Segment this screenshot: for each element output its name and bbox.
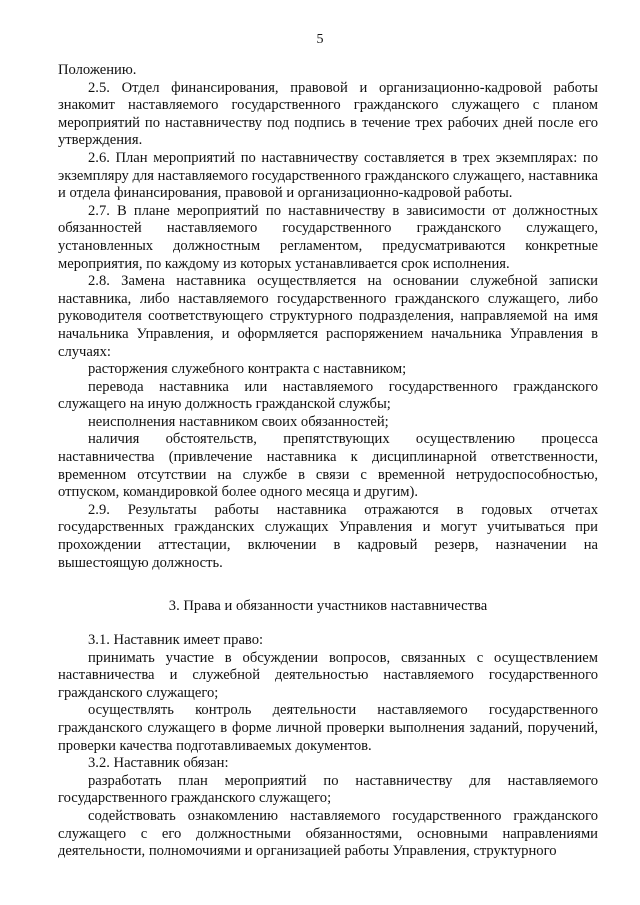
paragraph: 2.6. План мероприятий по наставничеству составляется в трех экземплярах: по экземпляру для наставляемого государственного гражданского служащего, наставника и отдела финансирования, правовой и организационно-кадровой работы. [58, 149, 598, 202]
list-item: принимать участие в обсуждении вопросов, связанных с осуществлением наставничества и служебной деятельностью наставляемого государственного гражданского служащего; [58, 649, 598, 701]
paragraph: 3.2. Наставник обязан: [88, 755, 229, 772]
list-item: расторжения служебного контракта с наставником; [88, 361, 407, 378]
paragraph: 3.1. Наставник имеет право: [88, 632, 264, 648]
list-item: содействовать ознакомлению наставляемого государственного гражданского служащего с его должностными обязанностями, основными направлениями деятельности, полномочиями и организацией работы Управления, структурного [58, 807, 598, 860]
text-block-bottom [58, 632, 598, 861]
paragraph: 2.5. Отдел финансирования, правовой и организационно-кадровой работы знакомит наставляемого государственного гражданского служащего с планом мероприятий по наставничеству под подпись в течение трех рабочих дней после его утверждения. [58, 79, 598, 149]
paragraph: 2.9. Результаты работы наставника отражаются в годовых отчетах государственных гражданских служащих Управления и могут учитываться при прохождении аттестации, включении в кадровый резерв, назначении на вышестоящую должность. [58, 501, 598, 571]
section-heading-block [58, 598, 598, 616]
page-number: 5 [316, 32, 324, 47]
list-item: наличия обстоятельств, препятствующих осуществлению процесса наставничества (привлечение наставника к дисциплинарной ответственности, временном отсутствии на службе в связи с временной нетрудоспособностью, отпуском, командировкой более одного месяца и другим). [58, 431, 598, 501]
text-block-top [58, 62, 598, 572]
paragraph: 2.8. Замена наставника осуществляется на основании служебной записки наставника, либо наставляемого государственного гражданского служащего, либо руководителя соответствующего структурного подразделения, направляемой на имя начальника Управления, и оформляется распоряжением начальника Управления в случаях: [58, 273, 598, 360]
list-item: неисполнения наставником своих обязанностей; [88, 413, 389, 430]
section-heading: 3. Права и обязанности участников наставничества [168, 598, 488, 614]
paragraph: Положению. [58, 62, 137, 78]
list-item: разработать план мероприятий по наставничеству для наставляемого государственного гражданского служащего; [58, 772, 598, 807]
paragraph: 2.7. В плане мероприятий по наставничеству в зависимости от должностных обязанностей наставляемого государственного гражданского служащего, установленных должностным регламентом, предусматриваются конкретные мероприятия, по каждому из которых устанавливается срок исполнения. [58, 202, 598, 272]
list-item: осуществлять контроль деятельности наставляемого государственного гражданского служащего в форме личной проверки выполнения заданий, поручений, проверки качества подготавливаемых документов. [58, 702, 598, 754]
list-item: перевода наставника или наставляемого государственного гражданского служащего на иную должность гражданской службы; [58, 378, 598, 413]
